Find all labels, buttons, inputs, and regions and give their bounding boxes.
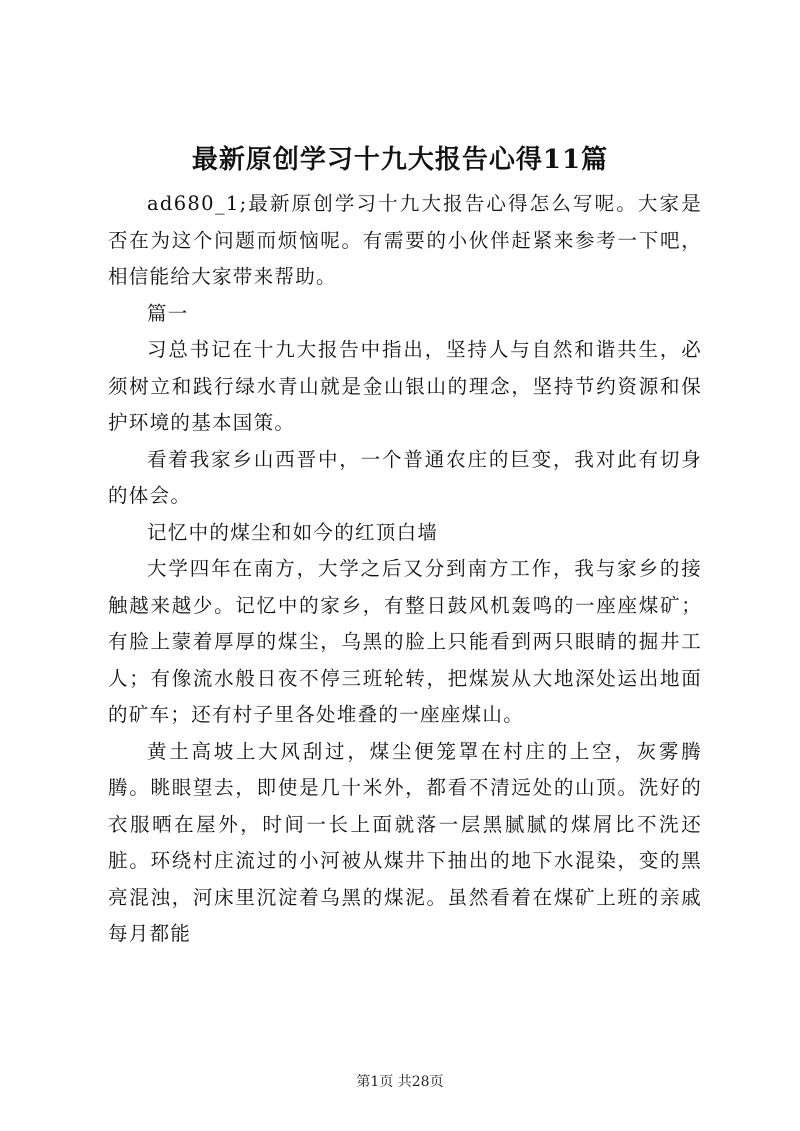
document-body bbox=[108, 186, 702, 953]
paragraph-hometown: 看着我家乡山西晋中，一个普通农庄的巨变，我对此有切身的体会。 bbox=[108, 447, 702, 507]
paragraph-subheading: 记忆中的煤尘和如今的红顶白墙 bbox=[147, 520, 439, 544]
paragraph-coal-dust: 黄土高坡上大风刮过，煤尘便笼罩在村庄的上空，灰雾腾腾。眺眼望去，即使是几十米外，都看不清远处的山顶。洗好的衣服晒在屋外，时间一长上面就落一层黑腻腻的煤屑比不洗还脏。环绕村庄流过的小河被从煤井下抽出的地下水混染，变的黑亮混浊，河床里沉淀着乌黑的煤泥。虽然看着在煤矿上班的亲戚每月都能 bbox=[108, 739, 702, 945]
paragraph-memory: 大学四年在南方，大学之后又分到南方工作，我与家乡的接触越来越少。记忆中的家乡，有整日鼓风机轰鸣的一座座煤矿；有脸上蒙着厚厚的煤尘，乌黑的脸上只能看到两只眼睛的掘井工人；有像流水般日夜不停三班轮转，把煤炭从大地深处运出地面的矿车；还有村子里各处堆叠的一座座煤山。 bbox=[108, 557, 702, 726]
paragraph-section-heading: 篇一 bbox=[147, 301, 189, 325]
document-title: 最新原创学习十九大报告心得11篇 bbox=[191, 145, 609, 175]
paragraph-intro: ad680_1;最新原创学习十九大报告心得怎么写呢。大家是否在为这个问题而烦恼呢。有需要的小伙伴赶紧来参考一下吧，相信能给大家带来帮助。 bbox=[108, 192, 702, 288]
paragraph-quote: 习总书记在十九大报告中指出，坚持人与自然和谐共生，必须树立和践行绿水青山就是金山银山的理念，坚持节约资源和保护环境的基本国策。 bbox=[108, 338, 702, 434]
page-footer: 第1页 共28页 bbox=[356, 1074, 444, 1090]
